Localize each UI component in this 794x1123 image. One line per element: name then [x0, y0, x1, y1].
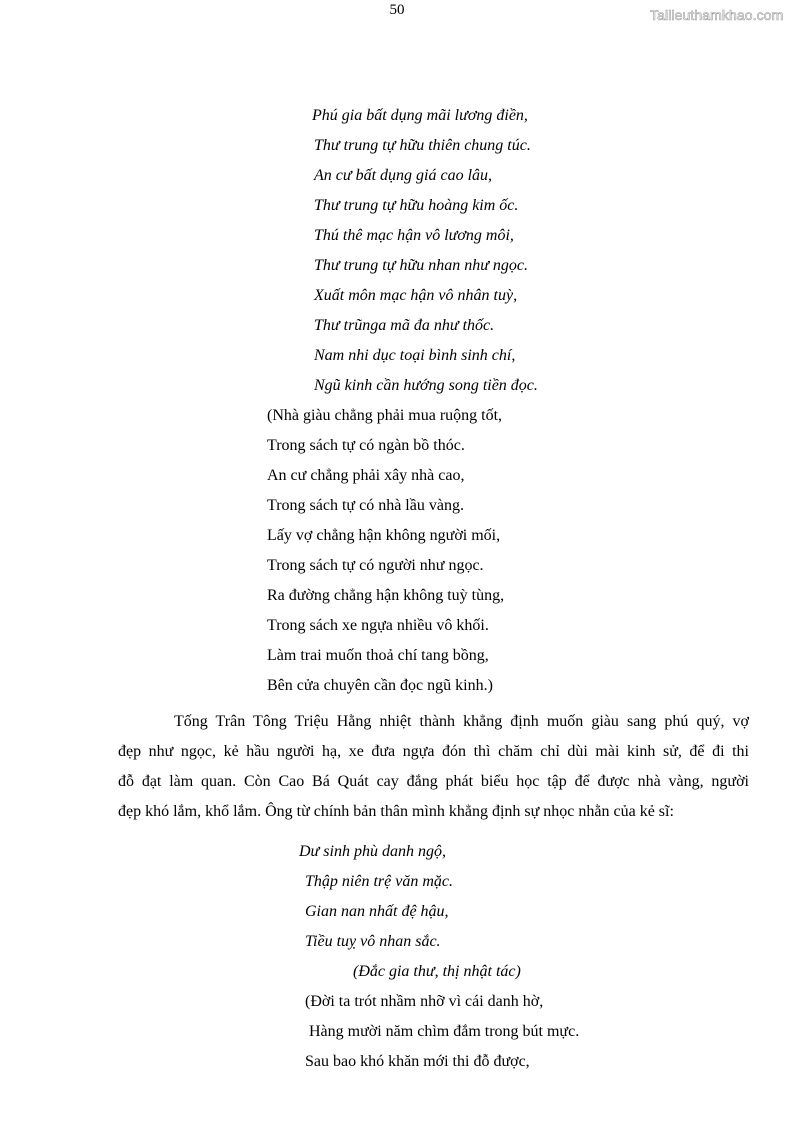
- poem-source: (Đắc gia thư, thị nhật tác): [353, 963, 521, 980]
- poem-line: Trong sách tự có ngàn bồ thóc.: [267, 437, 465, 454]
- watermark: Tailieuthamkhao.com: [650, 7, 784, 23]
- poem-line: Thư trung tự hữu hoàng kim ốc.: [314, 197, 519, 214]
- poem-line: Thú thê mạc hận vô lương môi,: [314, 227, 514, 244]
- poem-line: Bên cửa chuyên cần đọc ngũ kinh.): [267, 677, 493, 694]
- poem-line: Lấy vợ chẳng hận không người mối,: [267, 527, 501, 544]
- poem-line: Trong sách tự có nhà lầu vàng.: [267, 497, 464, 514]
- poem-line: Thư trung tự hữu thiên chung túc.: [314, 137, 531, 154]
- paragraph-line: đẹp như ngọc, kẻ hầu người hạ, xe đưa ngựa đón thì chăm chỉ dùi mài kinh sử, để đi thi: [118, 743, 749, 760]
- poem-line: An cư bất dụng giá cao lâu,: [314, 167, 493, 184]
- poem-line: Ra đường chẳng hận không tuỳ tùng,: [267, 587, 505, 604]
- poem-line: Trong sách xe ngựa nhiều vô khối.: [267, 617, 489, 634]
- paragraph-line: Tống Trân Tông Triệu Hằng nhiệt thành khẳng định muốn giàu sang phú quý, vợ: [174, 713, 749, 730]
- paragraph-line: đỗ đạt làm quan. Còn Cao Bá Quát cay đắng phát biểu học tập để được nhà vàng, người: [118, 773, 749, 790]
- poem-line: Gian nan nhất đệ hậu,: [305, 903, 449, 920]
- poem-line: Dư sinh phù danh ngộ,: [299, 843, 446, 860]
- poem-line: Phú gia bất dụng mãi lương điền,: [312, 107, 528, 124]
- poem-line: Nam nhi dục toại bình sinh chí,: [314, 347, 516, 364]
- page-number: 50: [389, 2, 405, 18]
- poem-line: Làm trai muốn thoả chí tang bồng,: [267, 647, 489, 664]
- poem-line: Thập niên trệ văn mặc.: [305, 873, 453, 890]
- poem-line: (Đời ta trót nhầm nhỡ vì cái danh hờ,: [305, 993, 544, 1010]
- paragraph-line: đẹp khó lắm, khổ lắm. Ông từ chính bản thân mình khẳng định sự nhọc nhằn của kẻ sĩ:: [118, 803, 674, 820]
- poem-line: Hàng mười năm chìm đắm trong bút mực.: [309, 1023, 580, 1040]
- poem-line: (Nhà giàu chẳng phải mua ruộng tốt,: [267, 407, 503, 424]
- poem-line: Tiều tuỵ vô nhan sắc.: [305, 933, 441, 950]
- poem-line: Trong sách tự có người như ngọc.: [267, 557, 484, 574]
- poem-line: An cư chẳng phải xây nhà cao,: [267, 467, 465, 484]
- poem-line: Thư trũnga mã đa như thốc.: [314, 317, 495, 334]
- poem-line: Xuất môn mạc hận vô nhân tuỳ,: [314, 287, 518, 304]
- poem-line: Ngũ kinh cần hướng song tiền đọc.: [314, 377, 538, 394]
- poem-line: Thư trung tự hữu nhan như ngọc.: [314, 257, 529, 274]
- poem-line: Sau bao khó khăn mới thi đỗ được,: [305, 1053, 530, 1070]
